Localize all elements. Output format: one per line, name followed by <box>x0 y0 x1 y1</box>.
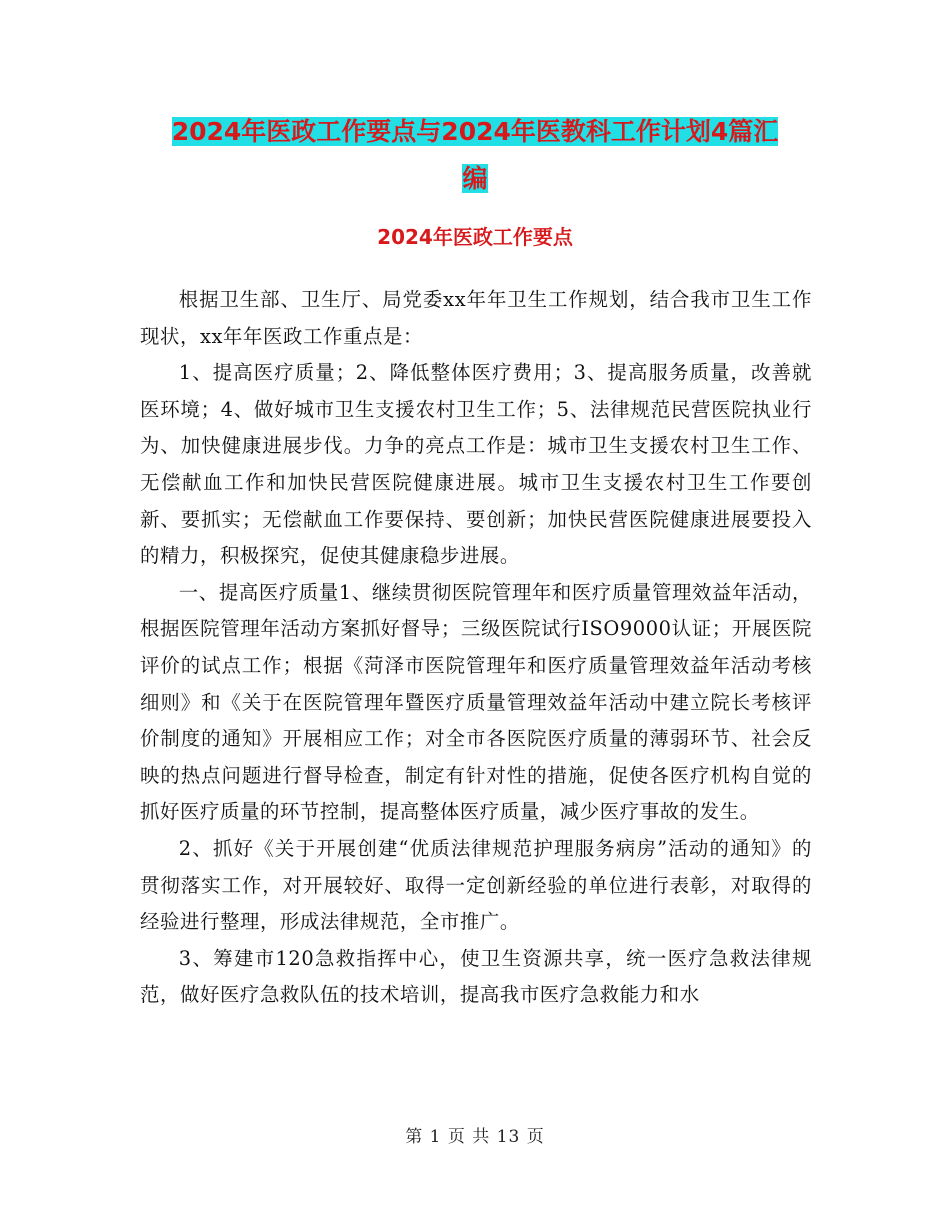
paragraph: 3、筹建市120急救指挥中心，使卫生资源共享，统一医疗急救法律规范，做好医疗急救队伍的技术培训，提高我市医疗急救能力和水 <box>140 946 812 1007</box>
document-title <box>140 108 810 202</box>
section-title: 2024年医政工作要点 <box>377 225 573 249</box>
paragraph: 根据卫生部、卫生厅、局党委xx年年卫生工作规划，结合我市卫生工作现状，xx年年医政工作重点是： <box>140 288 812 348</box>
page-footer: 第 1 页 共 13 页 <box>405 1127 545 1147</box>
paragraph: 1、提高医疗质量；2、降低整体医疗费用；3、提高服务质量，改善就医环境；4、做好城市卫生支援农村卫生工作；5、法律规范民营医院执业行为、加快健康进展步伐。力争的亮点工作是：城市卫生支援农村卫生工作、无偿献血工作和加快民营医院健康进展。城市卫生支援农村卫生工作要创新、要抓实；无偿献血工作要保持、要创新；加快民营医院健康进展要投入的精力，积极探究，促使其健康稳步进展。 <box>140 361 812 568</box>
paragraph: 一、提高医疗质量1、继续贯彻医院管理年和医疗质量管理效益年活动，根据医院管理年活动方案抓好督导；三级医院试行ISO9000认证；开展医院评价的试点工作；根据《菏泽市医院管理年和医疗质量管理效益年活动考核细则》和《关于在医院管理年暨医疗质量管理效益年活动中建立院长考核评价制度的通知》开展相应工作；对全市各医院医疗质量的薄弱环节、社会反映的热点问题进行督导检查，制定有针对性的措施，促使各医疗机构自觉的抓好医疗质量的环节控制，提高整体医疗质量，减少医疗事故的发生。 <box>140 580 812 824</box>
paragraph: 2、抓好《关于开展创建“优质法律规范护理服务病房”活动的通知》的贯彻落实工作，对开展较好、取得一定创新经验的单位进行表彰，对取得的经验进行整理，形成法律规范，全市推广。 <box>140 836 812 934</box>
title-line-1: 2024年医政工作要点与2024年医教科工作计划4篇汇 <box>171 117 779 146</box>
title-line-2: 编 <box>462 164 488 193</box>
document-body <box>140 282 812 1014</box>
